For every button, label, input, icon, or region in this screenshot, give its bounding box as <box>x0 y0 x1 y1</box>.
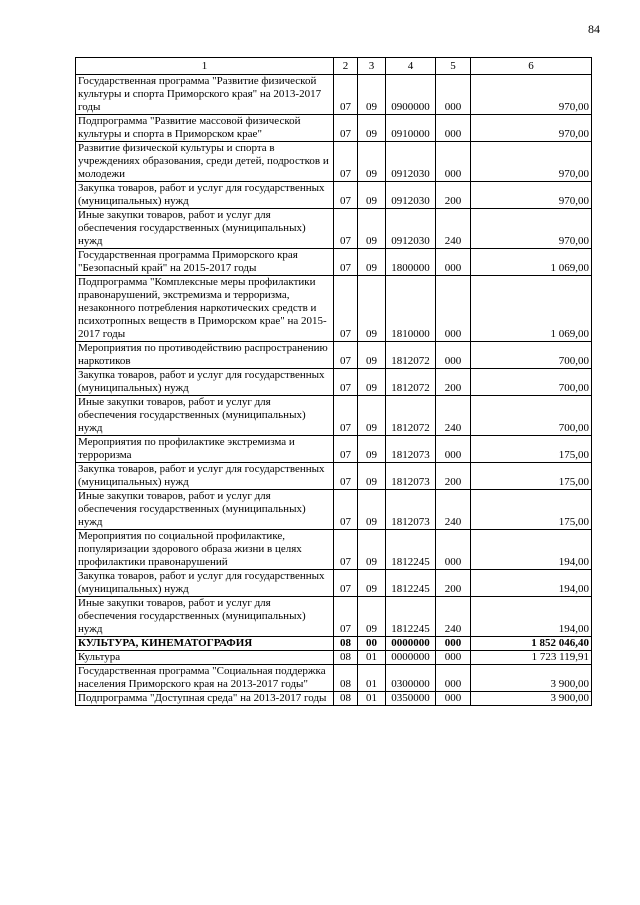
amount-cell: 194,00 <box>471 530 592 570</box>
amount-cell: 970,00 <box>471 209 592 249</box>
expense-type-cell: 000 <box>436 115 471 142</box>
row-name-cell: КУЛЬТУРА, КИНЕМАТОГРАФИЯ <box>76 637 334 651</box>
subsection-code-cell: 00 <box>358 637 386 651</box>
subsection-code-cell: 09 <box>358 396 386 436</box>
section-code-cell: 07 <box>334 209 358 249</box>
subsection-code-cell: 09 <box>358 115 386 142</box>
subsection-code-cell: 09 <box>358 570 386 597</box>
amount-cell: 970,00 <box>471 142 592 182</box>
expense-type-cell: 240 <box>436 209 471 249</box>
target-article-cell: 0900000 <box>386 75 436 115</box>
expense-type-cell: 200 <box>436 369 471 396</box>
amount-cell: 970,00 <box>471 182 592 209</box>
subsection-code-cell: 09 <box>358 75 386 115</box>
table-row <box>76 436 592 463</box>
target-article-cell: 0350000 <box>386 692 436 706</box>
section-code-cell: 07 <box>334 490 358 530</box>
section-code-cell: 08 <box>334 665 358 692</box>
expense-type-cell: 200 <box>436 570 471 597</box>
section-code-cell: 07 <box>334 75 358 115</box>
row-name-cell: Подпрограмма "Развитие массовой физической культуры и спорта в Приморском крае" <box>76 115 334 142</box>
subsection-code-cell: 09 <box>358 369 386 396</box>
section-code-cell: 07 <box>334 570 358 597</box>
table-row <box>76 597 592 637</box>
subsection-code-cell: 09 <box>358 530 386 570</box>
table-row <box>76 530 592 570</box>
subsection-code-cell: 01 <box>358 651 386 665</box>
page-number: 84 <box>588 22 600 36</box>
header-cell: 4 <box>386 58 436 75</box>
row-name-cell: Закупка товаров, работ и услуг для государственных (муниципальных) нужд <box>76 463 334 490</box>
target-article-cell: 1812073 <box>386 436 436 463</box>
target-article-cell: 0300000 <box>386 665 436 692</box>
expense-type-cell: 200 <box>436 463 471 490</box>
subsection-code-cell: 01 <box>358 665 386 692</box>
table-row <box>76 490 592 530</box>
table-row <box>76 249 592 276</box>
table-row <box>76 342 592 369</box>
expense-type-cell: 000 <box>436 692 471 706</box>
header-cell: 2 <box>334 58 358 75</box>
row-name-cell: Закупка товаров, работ и услуг для государственных (муниципальных) нужд <box>76 369 334 396</box>
budget-table <box>75 57 592 706</box>
expense-type-cell: 000 <box>436 651 471 665</box>
amount-cell: 700,00 <box>471 342 592 369</box>
table-row <box>76 570 592 597</box>
target-article-cell: 0912030 <box>386 209 436 249</box>
expense-type-cell: 000 <box>436 436 471 463</box>
target-article-cell: 1812072 <box>386 342 436 369</box>
amount-cell: 175,00 <box>471 436 592 463</box>
section-code-cell: 07 <box>334 249 358 276</box>
section-code-cell: 07 <box>334 396 358 436</box>
subsection-code-cell: 09 <box>358 209 386 249</box>
target-article-cell: 1810000 <box>386 276 436 342</box>
section-code-cell: 08 <box>334 651 358 665</box>
amount-cell: 1 852 046,40 <box>471 637 592 651</box>
row-name-cell: Иные закупки товаров, работ и услуг для обеспечения государственных (муниципальных) нужд <box>76 396 334 436</box>
expense-type-cell: 200 <box>436 182 471 209</box>
section-code-cell: 08 <box>334 637 358 651</box>
expense-type-cell: 240 <box>436 490 471 530</box>
header-cell: 5 <box>436 58 471 75</box>
amount-cell: 194,00 <box>471 570 592 597</box>
expense-type-cell: 000 <box>436 142 471 182</box>
subsection-code-cell: 09 <box>358 436 386 463</box>
expense-type-cell: 000 <box>436 342 471 369</box>
target-article-cell: 1812245 <box>386 530 436 570</box>
table-row <box>76 665 592 692</box>
section-code-cell: 07 <box>334 115 358 142</box>
row-name-cell: Подпрограмма "Доступная среда" на 2013-2017 годы <box>76 692 334 706</box>
section-code-cell: 07 <box>334 369 358 396</box>
expense-type-cell: 000 <box>436 75 471 115</box>
table-header-row <box>76 58 592 75</box>
header-cell: 3 <box>358 58 386 75</box>
row-name-cell: Государственная программа "Социальная поддержка населения Приморского края на 2013-2017 годы" <box>76 665 334 692</box>
section-code-cell: 07 <box>334 436 358 463</box>
section-code-cell: 07 <box>334 142 358 182</box>
table-row <box>76 637 592 651</box>
table-row <box>76 115 592 142</box>
section-code-cell: 07 <box>334 182 358 209</box>
expense-type-cell: 240 <box>436 597 471 637</box>
expense-type-cell: 000 <box>436 249 471 276</box>
table-row <box>76 396 592 436</box>
row-name-cell: Закупка товаров, работ и услуг для государственных (муниципальных) нужд <box>76 182 334 209</box>
expense-type-cell: 000 <box>436 665 471 692</box>
subsection-code-cell: 01 <box>358 692 386 706</box>
target-article-cell: 1800000 <box>386 249 436 276</box>
amount-cell: 700,00 <box>471 369 592 396</box>
amount-cell: 3 900,00 <box>471 692 592 706</box>
table-row <box>76 142 592 182</box>
row-name-cell: Закупка товаров, работ и услуг для государственных (муниципальных) нужд <box>76 570 334 597</box>
amount-cell: 1 069,00 <box>471 249 592 276</box>
amount-cell: 194,00 <box>471 597 592 637</box>
row-name-cell: Иные закупки товаров, работ и услуг для обеспечения государственных (муниципальных) нужд <box>76 209 334 249</box>
target-article-cell: 1812245 <box>386 570 436 597</box>
row-name-cell: Подпрограмма "Комплексные меры профилактики правонарушений, экстремизма и терроризма, незаконного потребления наркотических средств и психотропных веществ в Приморском крае" на 2015-2017 годы <box>76 276 334 342</box>
row-name-cell: Мероприятия по профилактике экстремизма и терроризма <box>76 436 334 463</box>
header-cell: 1 <box>76 58 334 75</box>
amount-cell: 970,00 <box>471 115 592 142</box>
row-name-cell: Государственная программа "Развитие физической культуры и спорта Приморского края" на 2013-2017 годы <box>76 75 334 115</box>
subsection-code-cell: 09 <box>358 276 386 342</box>
row-name-cell: Мероприятия по социальной профилактике, популяризации здорового образа жизни в целях профилактики правонарушений <box>76 530 334 570</box>
target-article-cell: 0912030 <box>386 142 436 182</box>
table-row <box>76 182 592 209</box>
row-name-cell: Иные закупки товаров, работ и услуг для обеспечения государственных (муниципальных) нужд <box>76 597 334 637</box>
expense-type-cell: 000 <box>436 530 471 570</box>
row-name-cell: Государственная программа Приморского края "Безопасный край" на 2015-2017 годы <box>76 249 334 276</box>
section-code-cell: 07 <box>334 276 358 342</box>
target-article-cell: 1812073 <box>386 463 436 490</box>
table-row <box>76 75 592 115</box>
target-article-cell: 0910000 <box>386 115 436 142</box>
section-code-cell: 08 <box>334 692 358 706</box>
target-article-cell: 1812072 <box>386 369 436 396</box>
table-row <box>76 369 592 396</box>
amount-cell: 970,00 <box>471 75 592 115</box>
amount-cell: 3 900,00 <box>471 665 592 692</box>
subsection-code-cell: 09 <box>358 182 386 209</box>
subsection-code-cell: 09 <box>358 490 386 530</box>
amount-cell: 700,00 <box>471 396 592 436</box>
section-code-cell: 07 <box>334 463 358 490</box>
target-article-cell: 0912030 <box>386 182 436 209</box>
amount-cell: 1 723 119,91 <box>471 651 592 665</box>
table-row <box>76 209 592 249</box>
amount-cell: 1 069,00 <box>471 276 592 342</box>
row-name-cell: Развитие физической культуры и спорта в учреждениях образования, среди детей, подростков и молодежи <box>76 142 334 182</box>
subsection-code-cell: 09 <box>358 249 386 276</box>
target-article-cell: 0000000 <box>386 637 436 651</box>
amount-cell: 175,00 <box>471 463 592 490</box>
subsection-code-cell: 09 <box>358 463 386 490</box>
section-code-cell: 07 <box>334 530 358 570</box>
target-article-cell: 0000000 <box>386 651 436 665</box>
subsection-code-cell: 09 <box>358 597 386 637</box>
section-code-cell: 07 <box>334 342 358 369</box>
table-row <box>76 276 592 342</box>
table-row <box>76 463 592 490</box>
expense-type-cell: 240 <box>436 396 471 436</box>
header-cell: 6 <box>471 58 592 75</box>
row-name-cell: Культура <box>76 651 334 665</box>
table-row <box>76 692 592 706</box>
target-article-cell: 1812073 <box>386 490 436 530</box>
subsection-code-cell: 09 <box>358 142 386 182</box>
target-article-cell: 1812245 <box>386 597 436 637</box>
table-row <box>76 651 592 665</box>
target-article-cell: 1812072 <box>386 396 436 436</box>
subsection-code-cell: 09 <box>358 342 386 369</box>
row-name-cell: Иные закупки товаров, работ и услуг для обеспечения государственных (муниципальных) нужд <box>76 490 334 530</box>
expense-type-cell: 000 <box>436 276 471 342</box>
section-code-cell: 07 <box>334 597 358 637</box>
expense-type-cell: 000 <box>436 637 471 651</box>
row-name-cell: Мероприятия по противодействию распространению наркотиков <box>76 342 334 369</box>
amount-cell: 175,00 <box>471 490 592 530</box>
